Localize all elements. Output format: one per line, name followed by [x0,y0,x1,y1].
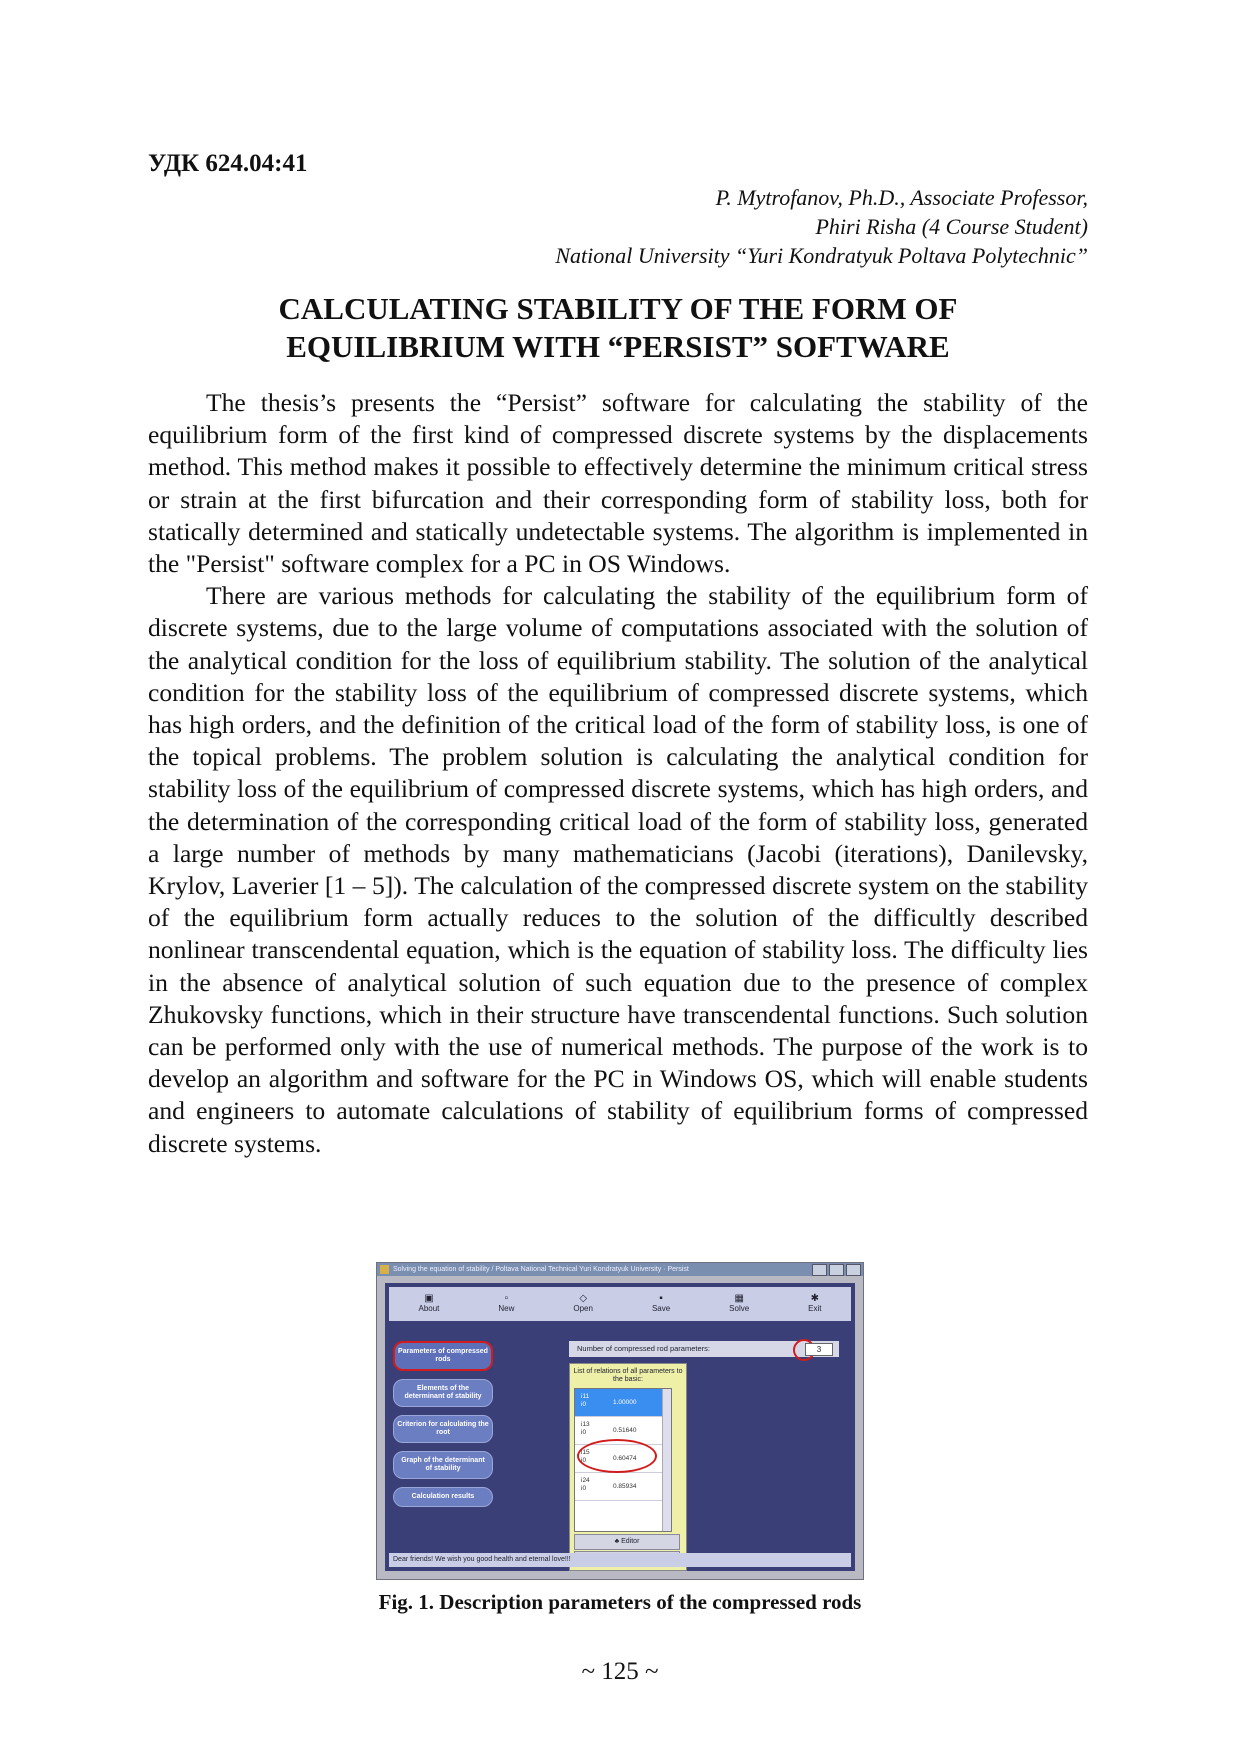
ratio-label: i15 i0 [581,1449,590,1464]
close-icon[interactable] [846,1264,861,1276]
window-title: Solving the equation of stability / Poltava National Technical Yuri Kondratyuk University · Persist [393,1266,689,1273]
new-icon: ▫ [504,1293,509,1304]
paper-title [148,290,1088,366]
nav-determinant-elements-button[interactable]: Elements of the determinant of stability [393,1379,493,1407]
app-main-area [385,1283,855,1571]
solve-button[interactable]: ▦ Solve [729,1293,750,1313]
udk-code: УДК 624.04:41 [148,150,308,177]
toolbar [389,1287,851,1321]
title-line: EQUILIBRIUM WITH “PERSIST” SOFTWARE [286,329,950,364]
ratio-label: i24 i0 [581,1477,590,1492]
param-count-label: Number of compressed rod parameters: [577,1344,710,1353]
param-count-row [569,1341,839,1357]
nav-parameters-button[interactable]: Parameters of compressed rods [393,1341,493,1371]
list-item[interactable] [575,1389,671,1417]
author-affiliation: National University “Yuri Kondratyuk Poltava Polytechnic” [555,243,1088,268]
save-icon: ▪ [659,1293,663,1304]
editor-icon: ♣ [614,1538,622,1545]
nav-results-button[interactable]: Calculation results [393,1487,493,1507]
page-number: ~ 125 ~ [581,1658,659,1685]
title-line: CALCULATING STABILITY OF THE FORM OF [278,291,958,326]
exit-icon: ✱ [810,1293,820,1304]
new-button[interactable]: ▫ New [498,1293,515,1313]
about-icon: ▣ [424,1293,434,1304]
highlight-ring [577,1439,657,1473]
window-titlebar [377,1263,863,1276]
ratio-value: 0.51640 [613,1427,637,1434]
relations-list [574,1388,672,1532]
editor-button[interactable]: ♣ Editor [574,1534,680,1550]
figure-caption: Fig. 1. Description parameters of the compressed rods [378,1590,862,1614]
solve-icon: ▦ [734,1293,744,1304]
save-button[interactable]: ▪ Save [651,1293,671,1313]
status-bar: Dear friends! We wish you good health and eternal love!!! [389,1553,851,1567]
list-item[interactable] [575,1473,671,1501]
relations-header: List of relations of all parameters to the basic: [573,1368,683,1383]
maximize-icon[interactable] [829,1264,844,1276]
body-text [148,387,1088,1160]
minimize-icon[interactable] [812,1264,827,1276]
figure-software-screenshot [376,1262,864,1580]
open-button[interactable]: ◇ Open [573,1293,593,1313]
author-line: P. Mytrofanov, Ph.D., Associate Professor, [715,185,1088,210]
app-icon [380,1265,389,1274]
side-nav [393,1341,493,1515]
paragraph: There are various methods for calculating the stability of the equilibrium form of discrete systems, due to the large volume of computations associated with the solution of the analytical condition for the loss of equilibrium stability. The solution of the analytical condition for the stability loss of the equilibrium of compressed discrete systems, which has high orders, and the definition of the critical load of the form of stability loss, is one of the topical problems. The problem solution is calculating the analytical condition for stability loss of the equilibrium of compressed discrete systems, which has high orders, and the determination of the corresponding critical load of the form of stability loss, generated a large number of methods by many mathematicians (Jacobi (iterations), Danilevsky, Krylov, Laverier [1 – 5]). The calculation of the compressed discrete system on the stability of the equilibrium form actually reduces to the solution of the difficultly described nonlinear transcendental equation, which is the equation of stability loss. The difficulty lies in the absence of analytical solution of such equation due to the presence of complex Zhukovsky functions, which in their structure have transcendental functions. Such solution can be performed only with the use of numerical methods. The purpose of the work is to develop an algorithm and software for the PC in Windows OS, which will enable students and engineers to automate calculations of stability of equilibrium forms of compressed discrete systems. [148,581,1088,1158]
nav-criterion-button[interactable]: Criterion for calculating the root [393,1415,493,1443]
relations-panel [569,1363,687,1571]
author-block [555,183,1088,270]
exit-button[interactable]: ✱ Exit [808,1293,822,1313]
ratio-label: i13 i0 [581,1421,590,1436]
ratio-value: 1.00000 [613,1399,637,1406]
list-scrollbar[interactable] [662,1389,671,1531]
nav-graph-button[interactable]: Graph of the determinant of stability [393,1451,493,1479]
author-line: Phiri Risha (4 Course Student) [815,214,1088,239]
open-icon: ◇ [579,1293,588,1304]
about-button[interactable]: ▣ About [418,1293,440,1313]
param-count-spinner[interactable]: 3 [805,1343,833,1356]
ratio-value: 0.60474 [613,1455,637,1462]
ratio-value: 0.85934 [613,1483,637,1490]
window-controls [812,1264,861,1276]
paragraph: The thesis’s presents the “Persist” software for calculating the stability of the equilibrium form of the first kind of compressed discrete systems by the displacements method. This method makes it possible to effectively determine the minimum critical stress or strain at the first bifurcation and their corresponding form of stability loss, both for statically determined and statically undetectable systems. The algorithm is implemented in the "Persist" software complex for a PC in OS Windows. [148,388,1088,579]
ratio-label: i11 i0 [581,1393,590,1408]
